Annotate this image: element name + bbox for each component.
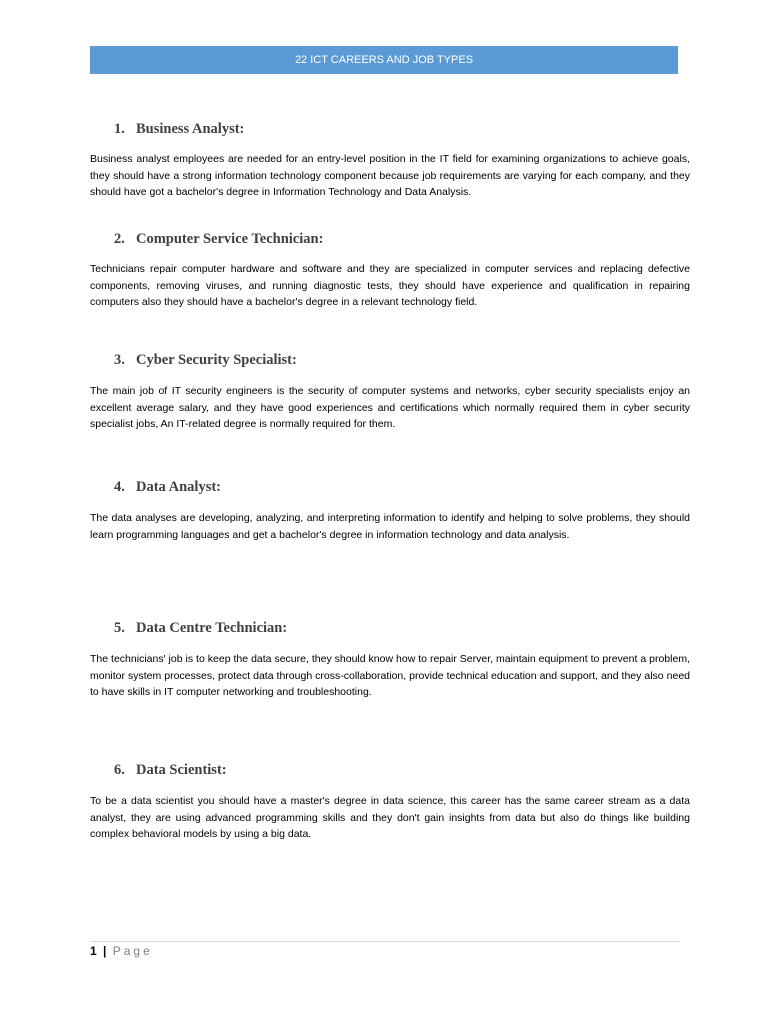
document-title: 22 ICT CAREERS AND JOB TYPES — [294, 54, 474, 66]
section-number: 6. — [114, 762, 125, 778]
section-number: 2. — [114, 231, 125, 247]
section-cyber-security-specialist — [90, 352, 690, 433]
section-paragraph: The technicians' job is to keep the data secure, they should know how to repair Server, maintain equipment to prevent a problem, monitor system processes, protect data through cross-collaboration, provide technical education and support, and they also need to have skills in IT computer networking and troubleshooting. — [90, 653, 690, 698]
page-separator: | — [103, 944, 107, 958]
section-title: Data Scientist: — [136, 762, 227, 778]
section-data-centre-technician — [90, 620, 690, 701]
section-paragraph: To be a data scientist you should have a master's degree in data science, this career has the same career stream as a data analyst, they are using advanced programming skills and they don't gain insights from data but also do things like building complex behavioral models by using a big data. — [90, 795, 690, 840]
section-heading — [114, 121, 690, 138]
document-title-bar — [90, 46, 678, 74]
section-computer-service-technician — [90, 231, 690, 311]
section-heading — [114, 762, 690, 779]
page-label: Page — [112, 944, 153, 958]
section-number: 5. — [114, 620, 125, 636]
section-heading — [114, 479, 690, 496]
section-data-analyst — [90, 479, 690, 543]
section-paragraph: The main job of IT security engineers is the security of computer systems and networks, cyber security specialists enjoy an excellent average salary, and they have good experiences and certifications which normally required them in cyber security specialist jobs, An IT-related degree is normally required for them. — [90, 385, 690, 430]
section-title: Computer Service Technician: — [136, 231, 324, 247]
page-number: 1 — [90, 944, 97, 958]
section-heading — [114, 231, 690, 248]
section-number: 4. — [114, 479, 125, 495]
section-title: Cyber Security Specialist: — [136, 352, 297, 368]
section-paragraph: Business analyst employees are needed for an entry-level position in the IT field for examining organizations to achieve goals, they should have a strong information technology component because job requirements are varying for each company, and they should have got a bachelor's degree in Information Technology and Data Analysis. — [90, 153, 690, 198]
section-heading — [114, 352, 690, 369]
section-title: Data Centre Technician: — [136, 620, 288, 636]
section-paragraph: The data analyses are developing, analyzing, and interpreting information to identify and helping to solve problems, they should learn programming languages and get a bachelor's degree in information technology and data analysis. — [90, 512, 690, 541]
section-number: 3. — [114, 352, 125, 368]
section-title: Data Analyst: — [136, 479, 221, 495]
section-data-scientist — [90, 762, 690, 843]
section-number: 1. — [114, 121, 125, 137]
page-footer — [90, 944, 153, 958]
section-heading — [114, 620, 690, 637]
section-paragraph: Technicians repair computer hardware and software and they are specialized in computer services and replacing defective components, removing viruses, and running diagnostic tests, they should have experience and qualification in repairing computers also they should have a bachelor's degree in a relevant technology field. — [90, 263, 690, 308]
section-title: Business Analyst: — [136, 121, 245, 137]
footer-divider — [90, 941, 680, 942]
section-business-analyst — [90, 121, 690, 201]
